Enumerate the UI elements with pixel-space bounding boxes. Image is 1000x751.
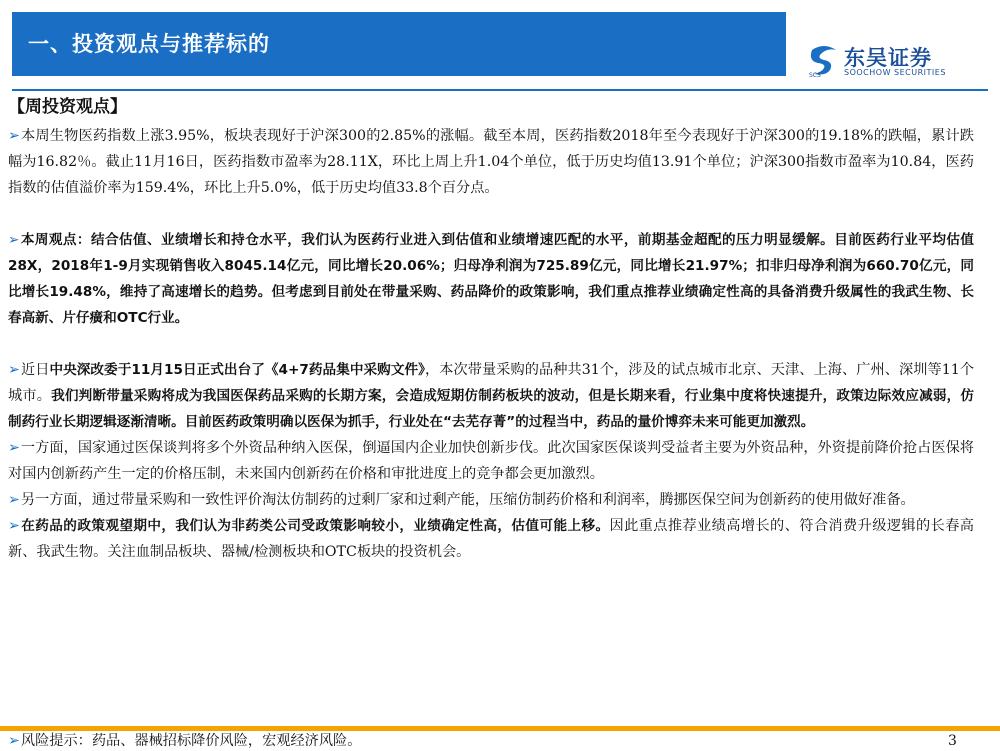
risk-warning: ➢风险提示：药品、器械招标降价风险，宏观经济风险。 (8, 733, 362, 749)
paragraph-negotiation: ➢一方面，国家通过医保谈判将多个外资品种纳入医保，倒逼国内企业加快创新步伐。此次国家医保谈判受益者主要为外资品种，外资提前降价抢占医保将对国内创新药产生一定的价格压制，未来国内创新药在价格和审批进度上的竞争都会更加激烈。 (8, 440, 974, 482)
bullet-arrow-icon: ➢ (8, 232, 20, 248)
logo-english-name: SOOCHOW SECURITIES (844, 68, 946, 77)
svg-text:SCS: SCS (809, 72, 821, 78)
bullet-arrow-icon: ➢ (8, 362, 20, 378)
section-header-bar: 一、投资观点与推荐标的 (12, 12, 786, 76)
paragraph-procurement-policy: ➢近日中央深改委于11月15日正式出台了《4+7药品集中采购文件》，本次带量采购的品种共31个，涉及的试点城市北京、天津、上海、广州、深圳等11个城市。我们判断带量采购将成为我国医保药品采购的长期方案，会造成短期仿制药板块的波动，但是长期来看，行业集中度将快速提升，政策边际效应减弱，仿制药行业长期逻辑逐渐清晰。目前医药政策明确以医保为抓手，行业处在“去芜存菁”的过程当中，药品的量价博弈未来可能更加激烈。 (8, 362, 975, 430)
section-title: 【周投资观点】 (8, 97, 127, 117)
bullet-arrow-icon: ➢ (8, 440, 20, 456)
paragraph-weekly-view: ➢本周观点：结合估值、业绩增长和持仓水平，我们认为医药行业进入到估值和业绩增速匹配的水平，前期基金超配的压力明显缓解。目前医药行业平均估值28X，2018年1-9月实现销售收入8045.14亿元，同比增长20.06%；归母净利润为725.89亿元，同比增长21.97%；扣非归母净利润为660.70亿元，同比增长19.48%，维持了高速增长的趋势。但考虑到目前处在带量采购、药品降价的政策影响，我们重点推荐业绩确定性高的具备消费升级属性的我武生物、长春高新、片仔癀和OTC行业。 (8, 232, 974, 326)
paragraph-index-performance: ➢本周生物医药指数上涨3.95%，板块表现好于沪深300的2.85%的涨幅。截至本周，医药指数2018年至今表现好于沪深300的19.18%的跌幅，累计跌幅为16.82％。截止11月16日，医药指数市盈率为28.11X，环比上周上升1.04个单位，低于历史均值13.91个单位；沪深300指数市盈率为10.84，医药指数的估值溢价率为159.4%，环比上升5.0%，低于历史均值33.8个百分点。 (8, 128, 974, 196)
bullet-arrow-icon: ➢ (8, 492, 20, 508)
logo-mark-icon (808, 44, 840, 78)
header-divider (12, 89, 988, 91)
bullet-arrow-icon: ➢ (8, 733, 20, 749)
bullet-arrow-icon: ➢ (8, 128, 20, 144)
bullet-arrow-icon: ➢ (8, 518, 20, 534)
page-number: 3 (948, 733, 957, 749)
paragraph-generic-drugs: ➢另一方面，通过带量采购和一致性评价淘汰仿制药的过剩厂家和过剩产能，压缩仿制药价格和利润率，腾挪医保空间为创新药的使用做好准备。 (8, 492, 915, 508)
main-content (8, 94, 974, 565)
logo-name: 东吴证券 (844, 46, 932, 70)
soochow-logo (808, 44, 988, 84)
paragraph-recommendation: ➢在药品的政策观望期中，我们认为非药类公司受政策影响较小，业绩确定性高，估值可能上移。因此重点推荐业绩高增长的、符合消费升级逻辑的长春高新、我武生物。关注血制品板块、器械/检测板块和OTC板块的投资机会。 (8, 518, 974, 560)
